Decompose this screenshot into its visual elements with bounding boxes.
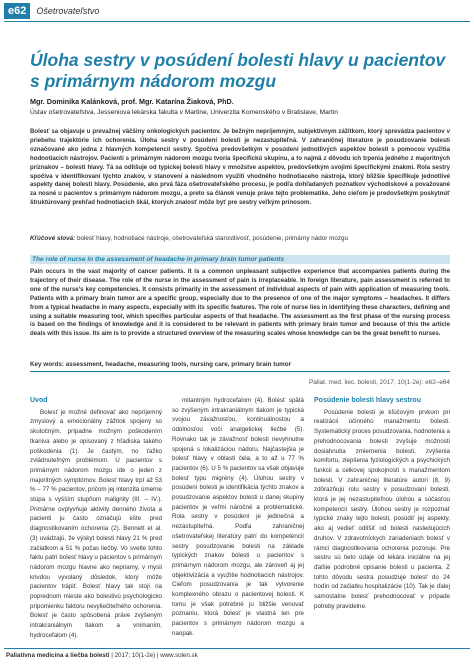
keywords-en-text: assessment, headache, measuring tools, nursing care, primary brain tumor [65, 361, 292, 368]
abstract-en: Pain occurs in the vast majority of cancer patients. It is a common unpleasant subjective experience that accompanies patients during the trajectory of their disease. The role of the nurse in the assessment of pain is irreplaceable. In foreign literature, pain assessment is referred to one of the nurse’s key competencies. It consists primarily in the assessment of individual aspects of pain with application of measuring tools. Patients with a primary brain tumor are a specific group, especially due to the presence of one of the major symptoms – headaches. It differs from a typical headache in many aspects, especially with its specific features. The role of nurse lies in identifying these characters, defining and using a suitable measuring tool, which specifies particular aspects of that headache. The assessment as the first phase of the nursing process is based on the findings of knowledge and it is considered to be relevant in patients with primary brain tumor and because of this the article deals with this issue. Its aim is to provide a structured overview of the measuring scales whose knowledge can be the great benefit to nurses. [30, 268, 450, 338]
footer-divider [4, 648, 470, 649]
keywords-en-label: Key words: [30, 361, 64, 368]
footer-info: | 2017; 10(1-2e) | www.solen.sk [111, 652, 198, 659]
keywords-sk-text: bolesť hlavy, hodnotiace nástroje, ošetrovateľská starostlivosť, posúdenie, primárny nádor mozgu [76, 235, 349, 242]
page-number: e62 [4, 3, 30, 19]
affiliation: Ústav ošetrovateľstva, Jesseniova lekárska fakulta v Martine, Univerzita Komenského v Bratislave, Martin [30, 109, 338, 116]
keywords-sk-label: Kľúčové slová: [30, 235, 76, 242]
keywords-sk [30, 235, 450, 242]
english-title: The role of nurse in the assessment of headache in primary brain tumor patients [32, 256, 285, 263]
citation: Paliat. med. liec. bolesti, 2017; 10(1-2e): e62–e64 [308, 379, 450, 386]
body-column-3 [314, 396, 450, 611]
section-heading-assessment: Posúdenie bolesti hlavy sestrou [314, 397, 421, 404]
keywords-en [30, 361, 450, 368]
authors: Mgr. Dominika Kalánková, prof. Mgr. Katarína Žiaková, PhD. [30, 97, 234, 106]
page-footer [6, 652, 198, 659]
section-heading-intro: Úvod [30, 397, 48, 404]
body-text-col1: Bolesť je možné definovať ako nepríjemný zmyslový a emocionálny zážitok spojený so skutočným, prípadne možným poškodením tkaniva alebo je opisovaný z hľadiska takého poškodenia (1). Je častým, no ťažko zvládnuteľným problémom. U pacientov s primárnym nádorom mozgu ide o jeden z majoritných symptómov. Bolesť hlavy trpí až 53 % – 77 % pacientov, pričom jej intenzita úmerne stúpa s vyšším stupňom malignity (III. – IV.). Primárne ovplyvňuje aktivity denného života a pacienti ju často označujú ešte pred diagnostikovaním ochorenia (2). Bennett et al. (3) uvádzajú, že výskyt bolesti hlavy 21 % pred začiatkom a 51 % počas liečby. Vo svetle tohto faktu patrí bolesť hlavy u pacientov s primárnym nádorom mozgu hlavne ako nepriamy, v mysli krivdou vyvolaný dôsledok, ktorý môže pacientov trápiť. Bolesť hlavy tak stojí na poprednom mieste ako bolestivú psychologicko pripomienku faktoru nevyliečiteľného ochorenia. Bolesť je často spôsobená práve zvýšeným intrakraniálnym tlakom a vnímaním, hydrocefalom (4). [30, 408, 162, 639]
abstract-divider [30, 371, 450, 372]
page-header [0, 0, 474, 22]
header-divider [4, 21, 470, 22]
section-label: Ošetrovateľstvo [36, 6, 100, 16]
journal-name: Paliatívna medicína a liečba bolesti [6, 652, 110, 659]
body-column-2 [172, 396, 304, 639]
body-text-col3: Posúdenie bolesti je kľúčovým prvkom pri realizácii účinného manažmentu bolesti. Systematický proces posudzovania, hodnotenia a prehodnocovania bolesti zvyšuje možnosti dosiahnutia zmiernenia bolesti, zvýšenia komfortu, zlepšenia fyziologických a psychických funkcií a celkovej spokojnosti s manažmentom bolesti. V zahraničnej literatúre autori (8, 9) zdôrazňujú rolu sestry v posudzovaní bolesti, ktorá je jej nezastupiteľnou úlohou a súčasťou kompetencií sestry. Úlohou sestry je rozpoznať typické znaky tejto bolesti, posúdiť jej aspekty, ako aj vedieť odlíšiť od bolesti nasledujúcich druhov. V zdravotníckych zariadeniach bolesť v rámci diagnostikovania ochorenia pozoruje. Pre sestru sú tieto údaje od lekára iniciálne na jej ďalšie podrobné opisanie bolesti u pacienta. Z tohto dôvodu sestra posudzuje bolesť do 24 hodín od začiatku hospitalizácie (10). Tak je ďalej samostatne bolesť prehodnocovať v prípade potreby pravidelne. [314, 408, 450, 610]
abstract-sk: Bolesť sa objavuje u prevažnej väčšiny onkologických pacientov. Je bežným nepríjemným, subjektívnym zážitkom, ktorý sprevádza pacientov v priebehu trajektórie ich ochorenia. Úloha sestry v posúdení bolesti je nezastupiteľná. V zahraničnej literatúre je posudzovanie bolesti označované ako jedna z hlavných kompetencií sestry. Spočíva predovšetkým v posúdení jednotlivých aspektov bolesti s pomocou využitia hodnotiacich nástrojov. Pacienti s primárnym nádorom mozgu tvoria špecifickú skupinu, a to najmä z dôvodu ich trpenia jedného z majoritných príznakov – bolesti hlavy. Tá sa odlišuje od typickej bolesti hlavy v množstve aspektov, predovšetkým svojimi špecifickými znakmi. Rola sestry spočíva v identifikovaní týchto znakov, v stanovení a následnom využití vhodného hodnotiaceho nástroja, ktorý bližšie špecifikuje jednotlivé aspekty danej bolesti hlavy. Posúdenie, ako prvá fáza ošetrovateľského procesu, je podľa dohľadaných poznatkov východiskové a považované za nosné u pacientov s primárnym nádorom mozgu, a preto sa článok venuje práve tejto problematike. Jeho cieľom je predovšetkým poskytnúť štruktúrovaný prehľad hodnotiacich škál, ktorých znalosť môže byť pre sestry veľkým prínosom. [30, 128, 450, 207]
body-text-col2: mitantným hydrocefalom (4). Bolesť spätá so zvýšeným intrakraniálnym tlakom je typická svojou závažnosťou, kontinuálnostou a odolnosťou voči analgetickej liečbe (5). Rovnako tak je závažnosť bolesti nevyhnutne spojená s lokalizáciou nádoru. Najčastejšia je bolesť hlavy v oblasti čela, a to až u 77 % pacientov (6). U 5 % pacientov sa však objavuje bolesť typu migrény (4). Úlohou sestry v posúdení bolesti je identifikácia týchto znakov a posudzovanie aspektov bolesti u danej skupiny pacientov je veľmi náročné a problematické. Rola sestry v posúdení je jedinečná a nezastupiteľná. Podľa zahraničnej ošetrovateľskej literatúry patrí do kompetencií sestry posudzovanie bolesti na základe typických znakov bolesti u pacientov s primárnym nádorom mozgu, ale zároveň aj jej objektivizácia a využitie hodnotiacich nástrojov. Cieľom posudzovania je tak vytvorenie komplexného obrazu o pacientovej bolesti. K tomu je však potrebné ju bližšie venovať poznaniu, ktorá bolesť je vlastná len pre pacientov s primárnym nádorom mozgu a naopak. [172, 397, 304, 637]
body-column-1 [30, 396, 162, 641]
article-title: Úloha sestry v posúdení bolesti hlavy u pacientov s primárnym nádorom mozgu [30, 50, 446, 91]
